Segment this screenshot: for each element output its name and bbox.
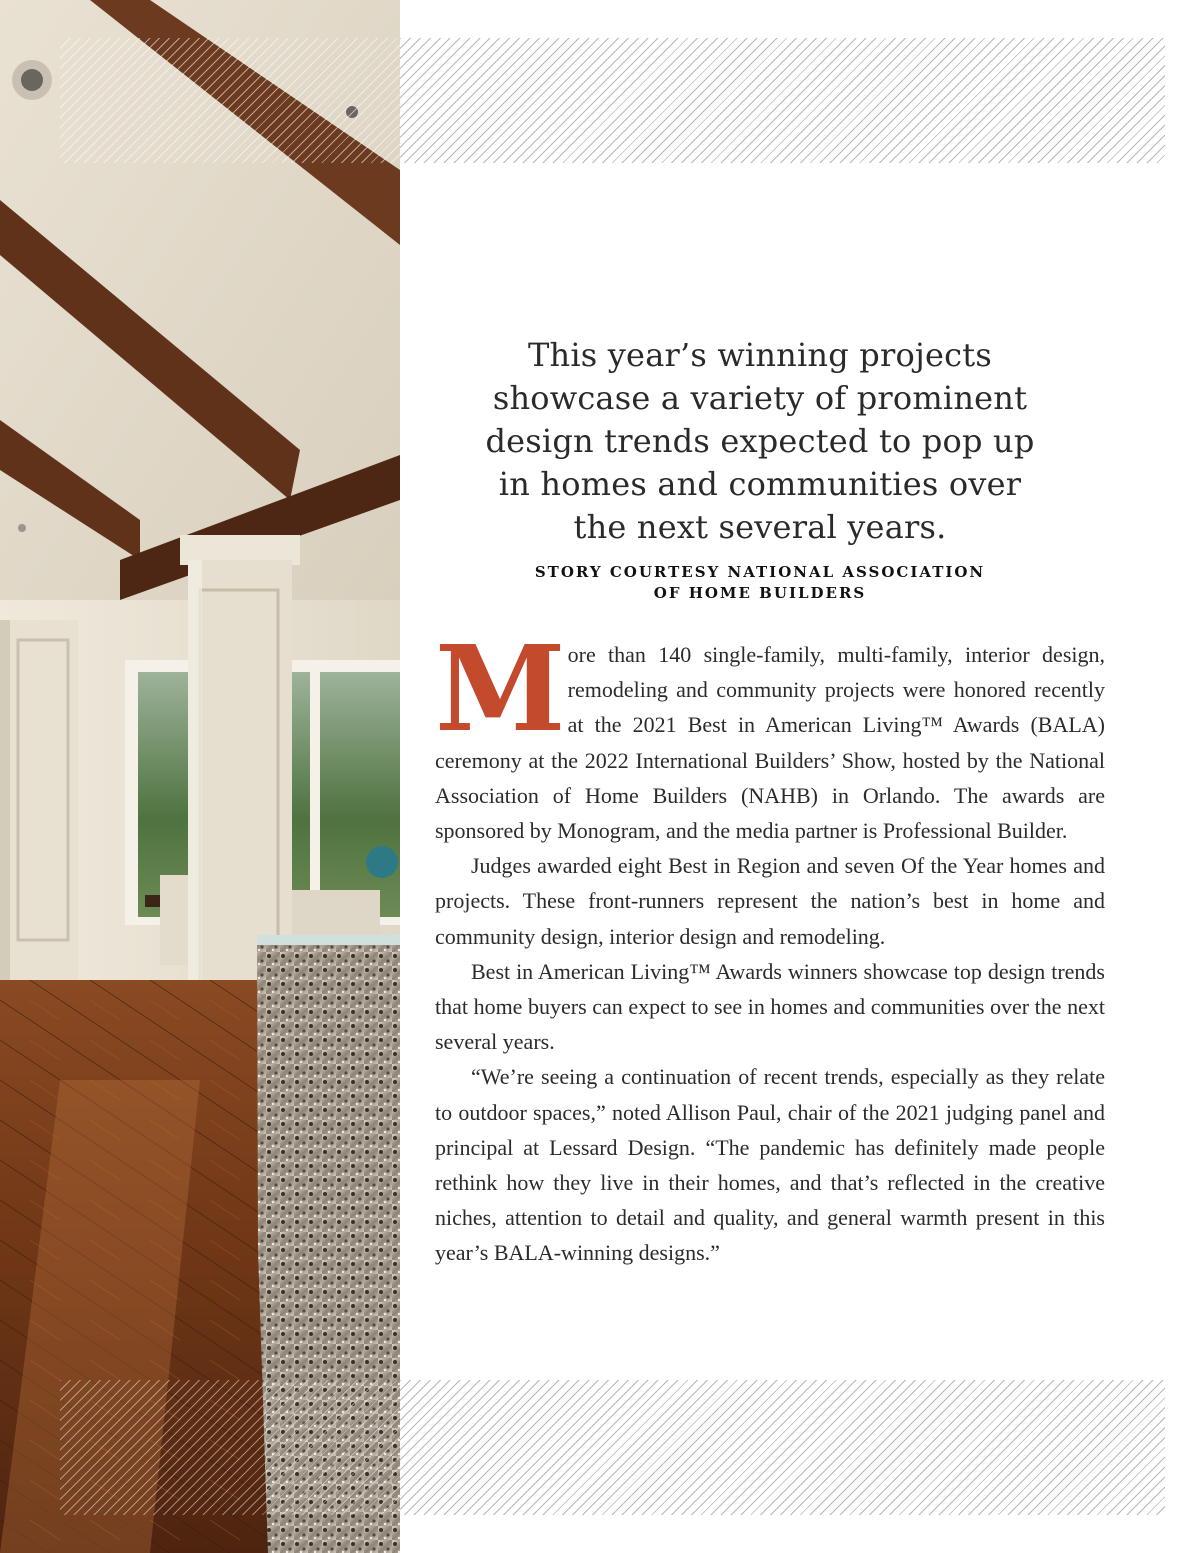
article-body bbox=[435, 619, 1105, 1271]
interior-photo bbox=[0, 0, 400, 1553]
pull-quote-line: the next several years. bbox=[573, 508, 947, 546]
pull-quote-line: This year’s winning projects bbox=[528, 336, 992, 374]
pull-quote-line: design trends expected to pop up bbox=[485, 422, 1035, 460]
hatch-band-bottom bbox=[400, 1380, 1165, 1515]
hatch-band-photo-bottom bbox=[60, 1380, 400, 1515]
article-paragraph: “We’re seeing a continuation of recent trends, especially as they relate to outdoor spaces,” noted Allison Paul, chair of the 2021 judging panel and principal at Lessard Design. “The pandemic has definitely made people rethink how they live in their homes, and that’s reflected in the creative niches, attention to detail and quality, and general warmth present in this year’s BALA-winning designs.” bbox=[435, 1064, 1105, 1266]
hatch-band-top bbox=[400, 38, 1165, 163]
article-paragraph: Best in American Living™ Awards winners showcase top design trends that home buyers can expect to see in homes and communities over the next several years. bbox=[435, 958, 1105, 1055]
paragraph-text: ore than 140 single-family, multi-family, interior design, remodeling and community projects were honored recently at the 2021 Best in American Living™ Awards (BALA) ceremony at the 2022 International Builders’ Show, hosted by the National Association of Home Builders (NAHB) in Orlando. The awards are sponsored by Monogram, and the media partner is Professional Builder. bbox=[435, 642, 1105, 844]
pull-quote-line: showcase a variety of prominent bbox=[492, 379, 1028, 417]
article-paragraph: Judges awarded eight Best in Region and seven Of the Year homes and projects. These front-runners represent the nation’s best in home and community design, interior design and remodeling. bbox=[435, 853, 1105, 949]
hatch-band-photo-top bbox=[60, 38, 400, 163]
byline bbox=[500, 562, 1020, 604]
byline-line: STORY COURTESY NATIONAL ASSOCIATION bbox=[534, 563, 986, 581]
article-paragraph bbox=[435, 619, 1105, 848]
pull-quote bbox=[440, 334, 1080, 549]
drop-cap: M bbox=[435, 619, 562, 758]
byline-line: OF HOME BUILDERS bbox=[653, 584, 867, 602]
pull-quote-line: in homes and communities over bbox=[498, 465, 1022, 503]
